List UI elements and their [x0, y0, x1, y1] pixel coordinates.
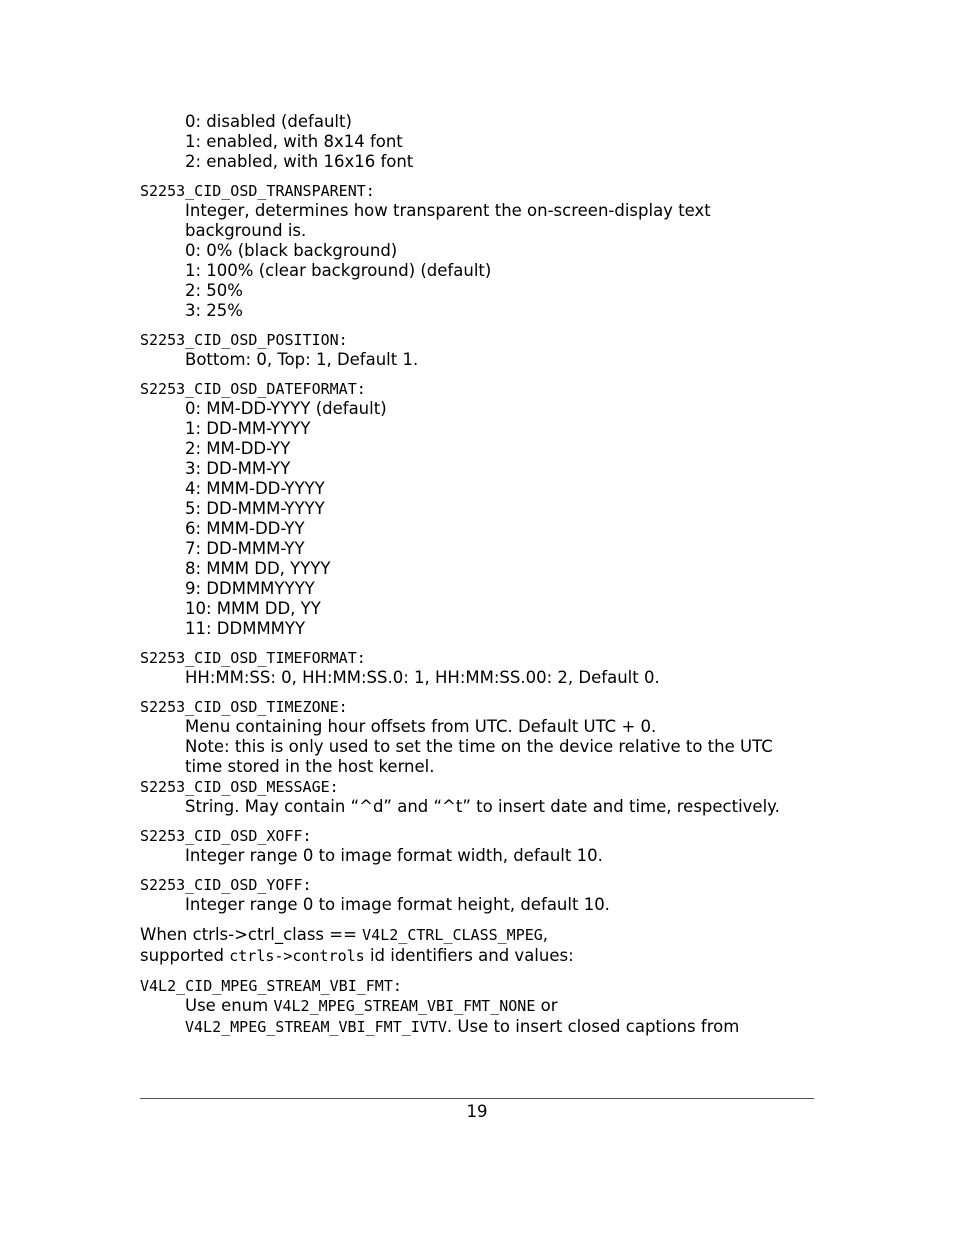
control-value-line: 5: DD-MMM-YYYY [185, 499, 325, 518]
control-name-mpeg-stream-vbi-fmt: V4L2_CID_MPEG_STREAM_VBI_FMT: [140, 977, 402, 995]
control-name-osd-transparent: S2253_CID_OSD_TRANSPARENT: [140, 182, 375, 200]
control-name-osd-message: S2253_CID_OSD_MESSAGE: [140, 778, 339, 796]
mpeg-intro-text: When ctrls->ctrl_class == [140, 925, 363, 944]
control-description-line [185, 1017, 739, 1037]
intro-option: 1: enabled, with 8x14 font [185, 132, 403, 151]
control-value-line: 10: MMM DD, YY [185, 599, 321, 618]
control-name-osd-xoff: S2253_CID_OSD_XOFF: [140, 827, 312, 845]
control-value-line: 9: DDMMMYYYY [185, 579, 315, 598]
vbi-none-code: V4L2_MPEG_STREAM_VBI_FMT_NONE [273, 997, 536, 1015]
control-description-line: Note: this is only used to set the time on the device relative to the UTC [185, 737, 773, 756]
control-name-osd-yoff: S2253_CID_OSD_YOFF: [140, 876, 312, 894]
mpeg-intro-text: supported [140, 946, 230, 965]
control-value-line: 1: DD-MM-YYYY [185, 419, 311, 438]
control-name-osd-timezone: S2253_CID_OSD_TIMEZONE: [140, 698, 348, 716]
control-value-line: 6: MMM-DD-YY [185, 519, 305, 538]
control-name-osd-position: S2253_CID_OSD_POSITION: [140, 331, 348, 349]
vbi-text: . Use to insert closed captions from [446, 1017, 740, 1036]
control-value-line: 7: DD-MMM-YY [185, 539, 305, 558]
control-name-osd-timeformat: S2253_CID_OSD_TIMEFORMAT: [140, 649, 366, 667]
mpeg-intro-tail: id identifiers and values: [364, 946, 574, 965]
mpeg-intro-line [140, 925, 548, 945]
control-value-line: 2: 50% [185, 281, 243, 300]
control-value-line: 0: 0% (black background) [185, 241, 398, 260]
controls-code: ctrls->controls [229, 947, 365, 965]
control-value-line: 1: 100% (clear background) (default) [185, 261, 492, 280]
mpeg-class-code: V4L2_CTRL_CLASS_MPEG [362, 926, 543, 944]
vbi-ivtv-code: V4L2_MPEG_STREAM_VBI_FMT_IVTV [185, 1018, 447, 1036]
intro-option: 2: enabled, with 16x16 font [185, 152, 414, 171]
mpeg-intro-tail: , [542, 925, 549, 944]
intro-option: 0: disabled (default) [185, 112, 352, 131]
control-description-line [185, 996, 558, 1016]
control-description-line: Bottom: 0, Top: 1, Default 1. [185, 350, 419, 369]
control-value-line: 11: DDMMMYY [185, 619, 306, 638]
mpeg-intro-line [140, 946, 574, 966]
vbi-text: Use enum [185, 996, 274, 1015]
control-value-line: 4: MMM-DD-YYYY [185, 479, 325, 498]
control-name-osd-dateformat: S2253_CID_OSD_DATEFORMAT: [140, 380, 366, 398]
control-description-line: Integer range 0 to image format width, default 10. [185, 846, 603, 865]
control-value-line: 8: MMM DD, YYYY [185, 559, 331, 578]
page-number: 19 [466, 1102, 488, 1121]
control-description-line: Integer range 0 to image format height, default 10. [185, 895, 610, 914]
control-description-line: String. May contain “^d” and “^t” to insert date and time, respectively. [185, 797, 780, 816]
control-description-line: Menu containing hour offsets from UTC. Default UTC + 0. [185, 717, 657, 736]
control-value-line: 3: 25% [185, 301, 243, 320]
control-description-line: HH:MM:SS: 0, HH:MM:SS.0: 1, HH:MM:SS.00: 2, Default 0. [185, 668, 660, 687]
vbi-text: or [535, 996, 558, 1015]
control-value-line: 2: MM-DD-YY [185, 439, 291, 458]
control-description-line: Integer, determines how transparent the on-screen-display text [185, 201, 711, 220]
control-value-line: 0: MM-DD-YYYY (default) [185, 399, 387, 418]
control-description-line: background is. [185, 221, 307, 240]
footer-divider [140, 1098, 814, 1099]
control-value-line: 3: DD-MM-YY [185, 459, 291, 478]
control-description-line: time stored in the host kernel. [185, 757, 435, 776]
